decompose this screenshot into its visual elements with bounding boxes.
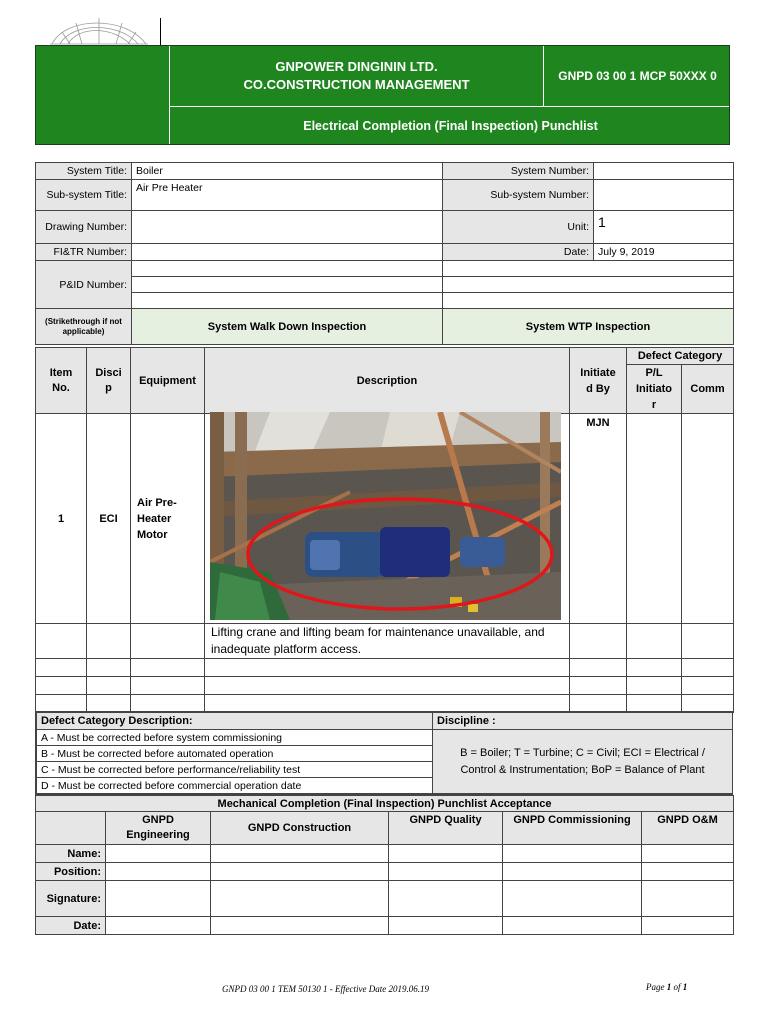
page-num: 1 xyxy=(666,982,672,992)
name-field[interactable] xyxy=(211,845,389,863)
date-field[interactable] xyxy=(503,917,642,935)
pid-row-1-right xyxy=(443,261,734,277)
discipline-header: Disci p xyxy=(87,348,131,414)
table-row xyxy=(36,624,734,659)
footer-doc-ref: GNPD 03 00 1 TEM 50130 1 - Effective Date 2019.06.19 xyxy=(222,984,429,994)
subsystem-number-label: Sub-system Number: xyxy=(443,180,594,211)
date-value: July 9, 2019 xyxy=(594,244,734,261)
position-field[interactable] xyxy=(106,863,211,881)
signature-field[interactable] xyxy=(106,881,211,917)
col-gnpd-om: GNPD O&M xyxy=(642,812,734,845)
strikethrough-note: (Strikethrough if not applicable) xyxy=(36,309,132,345)
equipment-header: Equipment xyxy=(131,348,205,414)
date-field[interactable] xyxy=(389,917,503,935)
system-number-value xyxy=(594,163,734,180)
signature-field[interactable] xyxy=(211,881,389,917)
name-field[interactable] xyxy=(389,845,503,863)
pid-row-2 xyxy=(132,277,443,293)
unit-label: Unit: xyxy=(443,211,594,244)
row-name-label: Name: xyxy=(36,845,106,863)
system-title-value: Boiler xyxy=(132,163,443,180)
drawing-number-label: Drawing Number: xyxy=(36,211,132,244)
defect-category-a: A - Must be corrected before system commissioning xyxy=(37,730,433,746)
page-total: 1 xyxy=(682,982,688,992)
col-gnpd-commissioning: GNPD Commissioning xyxy=(503,812,642,845)
description-value: Lifting crane and lifting beam for maintenance unavailable, and inadequate platform access. xyxy=(205,624,570,659)
wtp-inspection: System WTP Inspection xyxy=(443,309,734,345)
fitr-number-label: FI&TR Number: xyxy=(36,244,132,261)
page-word: Page xyxy=(646,982,665,992)
defect-category-b: B - Must be corrected before automated operation xyxy=(37,746,433,762)
initiated-by-header: Initiate d By xyxy=(570,348,627,414)
document-header xyxy=(35,45,730,145)
pid-row-3 xyxy=(132,293,443,309)
of-word: of xyxy=(673,982,681,992)
date-label: Date: xyxy=(443,244,594,261)
subsystem-title-value: Air Pre Heater xyxy=(132,180,443,211)
logo-divider xyxy=(160,18,161,46)
pid-row-2-right xyxy=(443,277,734,293)
discipline-table xyxy=(432,712,733,794)
discipline-text: B = Boiler; T = Turbine; C = Civil; ECI = Electrical / Control & Instrumentation; BoP = Balance of Plant xyxy=(433,730,733,794)
subsystem-number-value xyxy=(594,180,734,211)
form-title: Electrical Completion (Final Inspection) Punchlist xyxy=(303,119,598,133)
system-number-label: System Number: xyxy=(443,163,594,180)
initiated-by-value: MJN xyxy=(570,414,627,624)
comm-value xyxy=(682,414,734,624)
table-row xyxy=(36,659,734,677)
defect-category-table xyxy=(36,712,433,794)
acceptance-table xyxy=(35,795,734,935)
table-row xyxy=(36,695,734,713)
subsystem-title-label: Sub-system Title: xyxy=(36,180,132,211)
date-field[interactable] xyxy=(642,917,734,935)
inspection-photo xyxy=(210,412,561,620)
defect-category-d: D - Must be corrected before commercial operation date xyxy=(37,778,433,794)
date-field[interactable] xyxy=(211,917,389,935)
pid-row-3-right xyxy=(443,293,734,309)
name-field[interactable] xyxy=(642,845,734,863)
defect-category-title: Defect Category Description: xyxy=(37,713,433,730)
acceptance-title: Mechanical Completion (Final Inspection) Punchlist Acceptance xyxy=(36,796,734,812)
position-field[interactable] xyxy=(503,863,642,881)
discipline-value: ECI xyxy=(87,414,131,624)
comm-header: Comm xyxy=(682,365,734,414)
system-title-label: System Title: xyxy=(36,163,132,180)
col-gnpd-quality: GNPD Quality xyxy=(389,812,503,845)
row-position-label: Position: xyxy=(36,863,106,881)
acceptance-corner xyxy=(36,812,106,845)
company-logo xyxy=(46,14,166,46)
name-field[interactable] xyxy=(106,845,211,863)
system-info-table xyxy=(35,162,734,345)
walkdown-inspection: System Walk Down Inspection xyxy=(132,309,443,345)
footer-page-number xyxy=(646,982,706,992)
signature-field[interactable] xyxy=(503,881,642,917)
item-no-header: Item No. xyxy=(36,348,87,414)
unit-value: 1 xyxy=(594,211,734,244)
position-field[interactable] xyxy=(642,863,734,881)
equipment-value: Air Pre- Heater Motor xyxy=(131,414,205,624)
pid-row-1 xyxy=(132,261,443,277)
signature-field[interactable] xyxy=(642,881,734,917)
row-signature-label: Signature: xyxy=(36,881,106,917)
company-name: GNPOWER DINGININ LTD. CO.CONSTRUCTION MANAGEMENT xyxy=(243,59,470,92)
signature-field[interactable] xyxy=(389,881,503,917)
drawing-number-value xyxy=(132,211,443,244)
fitr-number-value xyxy=(132,244,443,261)
discipline-title: Discipline : xyxy=(433,713,733,730)
col-gnpd-engineering: GNPD Engineering xyxy=(106,812,211,845)
pid-number-label: P&ID Number: xyxy=(36,261,132,309)
col-gnpd-construction: GNPD Construction xyxy=(211,812,389,845)
document-code: GNPD 03 00 1 MCP 50XXX 0 xyxy=(558,69,717,83)
pl-initiator-header: P/L Initiato r xyxy=(627,365,682,414)
position-field[interactable] xyxy=(211,863,389,881)
position-field[interactable] xyxy=(389,863,503,881)
table-row xyxy=(36,677,734,695)
row-date-label: Date: xyxy=(36,917,106,935)
item-no-value: 1 xyxy=(36,414,87,624)
defect-category-c: C - Must be corrected before performance/reliability test xyxy=(37,762,433,778)
description-header: Description xyxy=(205,348,570,414)
pl-initiator-value xyxy=(627,414,682,624)
name-field[interactable] xyxy=(503,845,642,863)
date-field[interactable] xyxy=(106,917,211,935)
defect-category-header: Defect Category xyxy=(627,348,734,365)
